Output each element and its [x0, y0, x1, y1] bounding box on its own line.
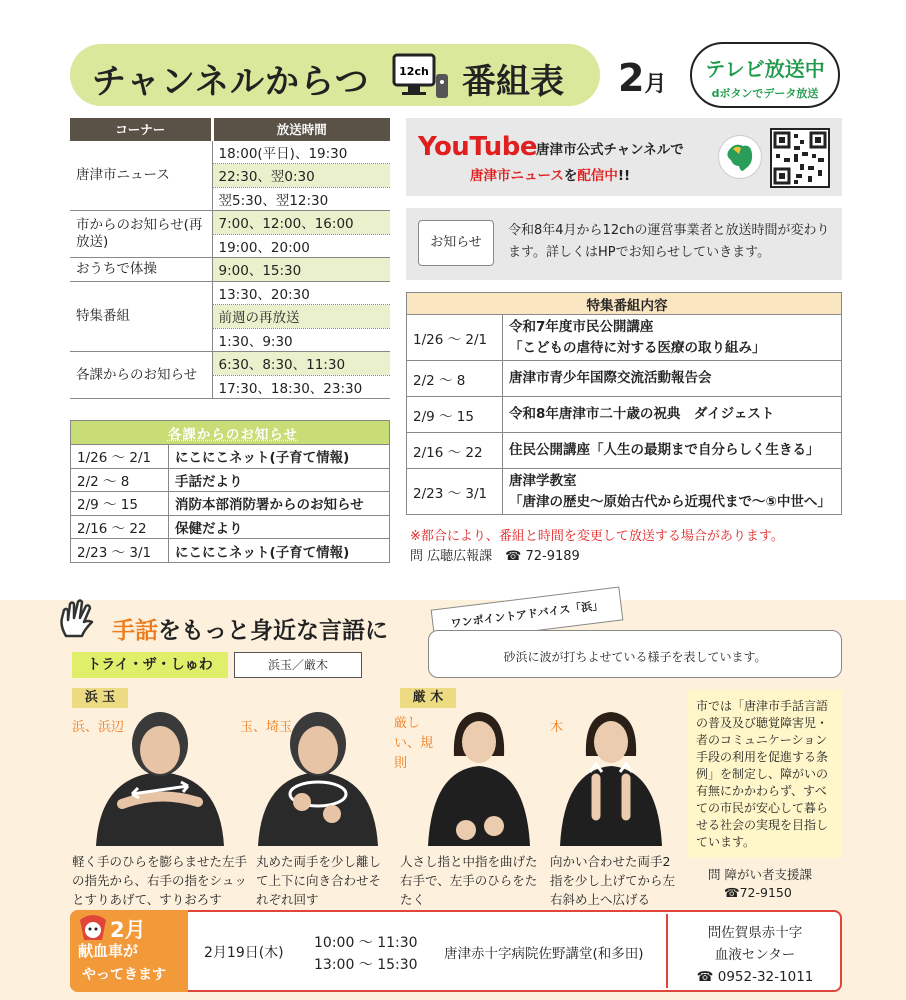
- hamatama-label: 浜 玉: [72, 688, 128, 708]
- kakuka-date: 1/26 ～ 2/1: [71, 445, 169, 469]
- time-cell: 前週の再放送: [212, 305, 390, 329]
- word-hama: 浜、浜辺: [72, 720, 125, 735]
- try-the-sign-words: 浜玉／厳木: [234, 652, 362, 678]
- ordinance-info: 市では「唐津市手話言語の普及及び聴覚障害児・者のコミュニケーション手段の利用を促進する条例」を制定し、障がいの有無にかかわらず、すべての市民が安心して暮らせる社会の実現を目指しています。: [688, 690, 842, 858]
- kakuka-title: 各課からのお知らせ: [71, 421, 390, 445]
- time-cell: 22:30、翌0:30: [212, 164, 390, 188]
- time-cell: 13:30、20:30: [212, 281, 390, 305]
- caption-hama: 軽く手のひらを膨らませた左手の指先から、右手の指をシュッとすりあげて、すりおろす: [72, 854, 248, 907]
- special-date: 2/16 ～ 22: [407, 433, 503, 469]
- time-cell: 1:30、9:30: [212, 328, 390, 352]
- youtube-logo: YouTube: [418, 132, 537, 162]
- special-value: 住民公開講座「人生の最期まで自分らしく生きる」: [503, 433, 842, 469]
- youtube-line1: 唐津市公式チャンネルで: [536, 142, 684, 158]
- kakuka-table: [70, 420, 390, 563]
- signer-tama-image: [252, 706, 384, 850]
- blood-center-contact: 問佐賀県赤十字 血液センター ☎ 0952-32-1011: [696, 925, 814, 985]
- time-cell: 9:00、15:30: [212, 258, 390, 282]
- page-title-part2: 番組表: [462, 62, 564, 102]
- svg-text:12ch: 12ch: [399, 65, 429, 78]
- special-date: 2/9 ～ 15: [407, 397, 503, 433]
- special-value: 唐津学教室 「唐津の歴史～原始古代から近現代まで～⑤中世へ」: [503, 469, 842, 515]
- kakuka-value: にこにこネット(子育て情報): [169, 445, 390, 469]
- advice-text: 砂浜に波が打ちよせている様子を表しています。: [428, 630, 842, 678]
- genboku-label: 厳 木: [400, 688, 456, 708]
- kakuka-date: 2/16 ～ 22: [71, 515, 169, 539]
- blood-line2: 献血車が: [78, 942, 139, 960]
- time-cell: 18:00(平日)、19:30: [212, 140, 390, 164]
- signer-hama-image: [82, 706, 238, 850]
- kakuka-value: 保健だより: [169, 515, 390, 539]
- blood-month: 2月: [110, 918, 146, 942]
- corner-cell: 唐津市ニュース: [70, 140, 212, 211]
- time-cell: 17:30、18:30、23:30: [212, 375, 390, 399]
- youtube-line2: 唐津市ニュースを配信中!!: [470, 168, 631, 184]
- notice-text: 令和8年4月から12chの運営事業者と放送時間が変わります。詳しくはHPでお知らせしていきます。: [508, 223, 830, 260]
- kakuka-date: 2/2 ～ 8: [71, 468, 169, 492]
- special-date: 2/23 ～ 3/1: [407, 469, 503, 515]
- change-note: ※都合により、番組と時間を変更して放送する場合があります。: [410, 529, 784, 544]
- special-program-table: [406, 292, 842, 515]
- qr-code-icon[interactable]: [770, 128, 830, 188]
- time-cell: 翌5:30、翌12:30: [212, 187, 390, 211]
- special-date: 1/26 ～ 2/1: [407, 315, 503, 361]
- signer-ki-image: [556, 706, 666, 850]
- blood-place: 唐津赤十字病院佐野講堂(和多田): [444, 946, 644, 962]
- kakuka-date: 2/9 ～ 15: [71, 492, 169, 516]
- kakuka-value: 手話だより: [169, 468, 390, 492]
- tv-broadcast-badge: テレビ放送中 dボタンでデータ放送: [690, 42, 840, 108]
- tv-icon: [390, 52, 450, 102]
- disability-support-contact: 問 障がい者支援課 ☎72-9150: [708, 867, 812, 900]
- corner-cell: 各課からのお知らせ: [70, 352, 212, 399]
- word-tama: 玉、埼玉: [240, 720, 293, 735]
- caption-kibishii: 人さし指と中指を曲げた右手で、左手のひらをたたく: [400, 854, 538, 907]
- corner-cell: 特集番組: [70, 281, 212, 352]
- word-ki: 木: [550, 720, 564, 735]
- pr-contact: 問 広聴広報課 ☎ 72-9189: [410, 549, 580, 564]
- divider: [666, 914, 668, 988]
- corner-cell: 市からのお知らせ(再放送): [70, 211, 212, 258]
- special-value: 令和8年唐津市二十歳の祝典 ダイジェスト: [503, 397, 842, 433]
- col-time: 放送時間: [212, 118, 390, 140]
- kakuka-value: にこにこネット(子育て情報): [169, 539, 390, 563]
- try-the-sign-label: トライ・ザ・しゅわ: [72, 652, 228, 678]
- advice-tag: ワンポイントアドバイス「浜」: [431, 587, 624, 644]
- blood-line3: やってきます: [82, 967, 166, 983]
- blood-date: 2月19日(木): [204, 945, 284, 961]
- special-value: 令和7年度市民公開講座 「こどもの虐待に対する医療の取り組み」: [503, 315, 842, 361]
- caption-tama: 丸めた両手を少し離して上下に向き合わせそれぞれ回す: [256, 854, 382, 907]
- month-label: 2月: [618, 56, 667, 100]
- col-corner: コーナー: [70, 118, 212, 140]
- time-cell: 7:00、12:00、16:00: [212, 211, 390, 235]
- hand-icon: [54, 596, 100, 642]
- signer-kibishii-image: [424, 706, 534, 850]
- caption-ki: 向かい合わせた両手2指を少し上げてから左右斜め上へ広げる: [550, 854, 676, 907]
- corner-cell: おうちで体操: [70, 258, 212, 282]
- special-title: 特集番組内容: [407, 293, 842, 315]
- word-kibishii: 厳しい、規則: [394, 716, 434, 771]
- kakuka-date: 2/23 ～ 3/1: [71, 539, 169, 563]
- kakuka-value: 消防本部消防署からのお知らせ: [169, 492, 390, 516]
- special-date: 2/2 ～ 8: [407, 361, 503, 397]
- sign-title: 手話をもっと身近な言語に: [112, 618, 388, 644]
- saga-map-icon: [718, 135, 762, 179]
- page-title-part1: チャンネルからつ: [92, 62, 370, 102]
- time-cell: 6:30、8:30、11:30: [212, 352, 390, 376]
- schedule-table: [70, 118, 390, 399]
- time-cell: 19:00、20:00: [212, 234, 390, 258]
- notice-label: お知らせ: [418, 220, 494, 266]
- special-value: 唐津市青少年国際交流活動報告会: [503, 361, 842, 397]
- blood-time: 10:00 ～ 11:30 13:00 ～ 15:30: [314, 935, 418, 973]
